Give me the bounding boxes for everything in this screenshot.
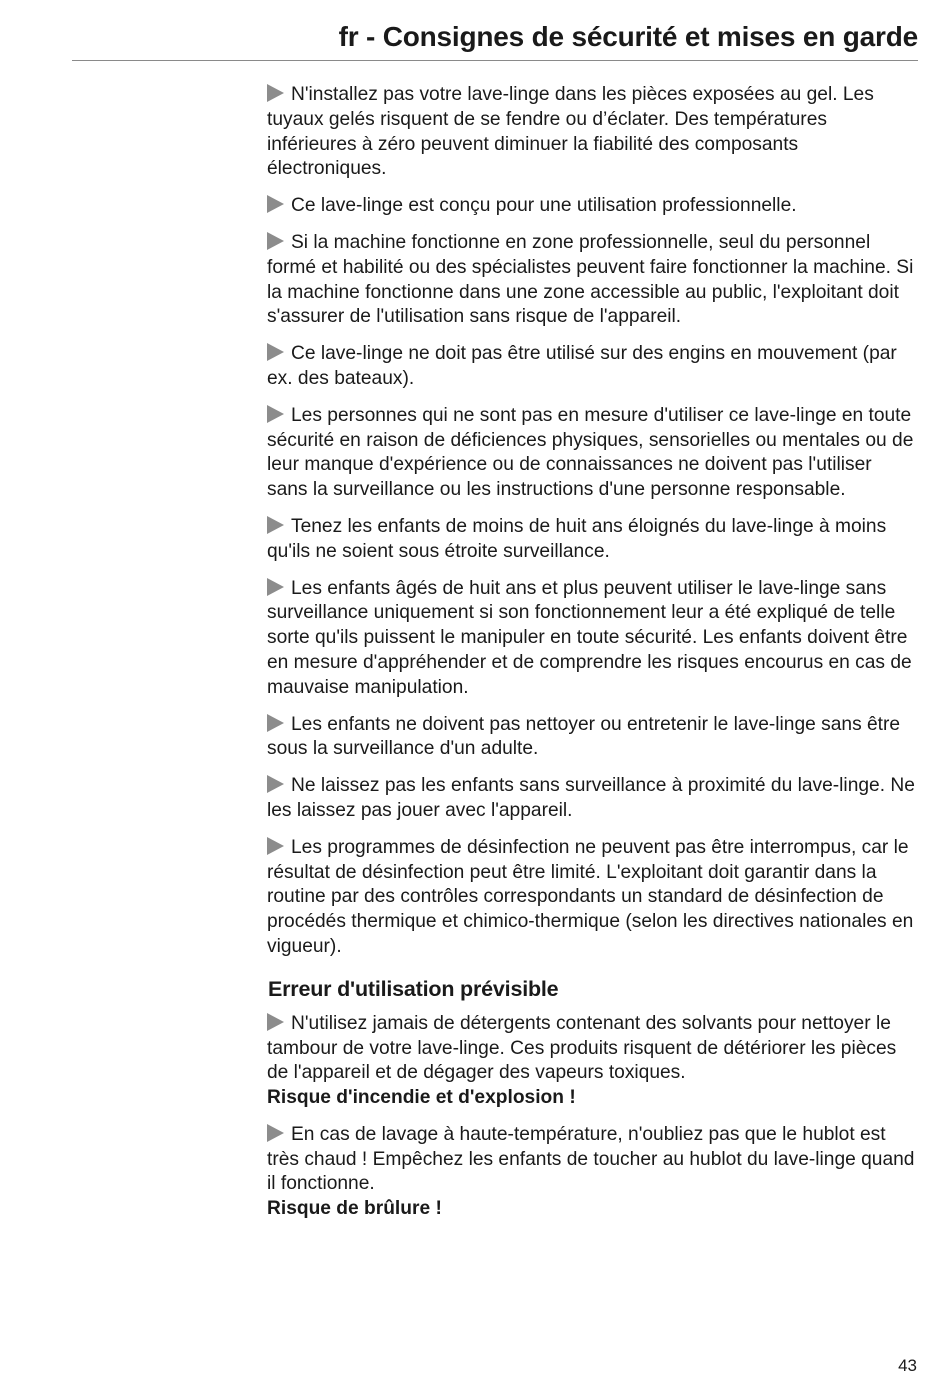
paragraph-text: Ne laissez pas les enfants sans surveillance à proximité du lave-linge. Ne les laissez pas jouer avec l'appareil.: [267, 775, 915, 821]
paragraph-text: N'installez pas votre lave-linge dans les pièces exposées au gel. Les tuyaux gelés risquent de se fendre ou d’éclater. Des températures inférieures à zéro peuvent diminuer la fiabilité des composants électroniques.: [267, 84, 874, 180]
list-item: [267, 1123, 917, 1222]
list-item: [267, 577, 917, 701]
list-item: [267, 515, 917, 565]
main-content: [267, 83, 917, 1234]
warning-text: Risque de brûlure !: [267, 1198, 442, 1220]
paragraph-text: Les personnes qui ne sont pas en mesure d'utiliser ce lave-linge en toute sécurité en raison de déficiences physiques, sensorielles ou mentales ou de leur manque d'expérience ou de connaissances ne doivent pas l'utiliser sans la surveillance ou les instructions d'une personne responsable.: [267, 404, 914, 501]
list-item: [267, 231, 917, 330]
triangle-right-icon: [267, 775, 284, 793]
triangle-right-icon: [267, 1013, 284, 1031]
warning-text: Risque d'incendie et d'explosion !: [267, 1087, 576, 1109]
triangle-right-icon: [267, 516, 284, 534]
triangle-right-icon: [267, 232, 284, 250]
paragraph-text: En cas de lavage à haute-température, n'oubliez pas que le hublot est très chaud ! Empêchez les enfants de toucher au hublot du lave-linge quand il fonctionne.: [267, 1123, 915, 1195]
list-item: [267, 404, 917, 503]
page-number: 43: [898, 1356, 917, 1375]
list-item: [267, 1012, 917, 1111]
paragraph-text: Les enfants âgés de huit ans et plus peuvent utiliser le lave-linge sans surveillance uniquement si son fonctionnement leur a été expliqué de telle sorte qu'ils puissent le manipuler en toute sécurité. Les enfants doivent être en mesure d'appréhender et de comprendre les risques encourus en cas de mauvaise manipulation.: [267, 577, 912, 698]
paragraph-text: Les programmes de désinfection ne peuvent pas être interrompus, car le résultat de désinfection peut être limité. L'exploitant doit garantir dans la routine par des contrôles correspondants un standard de désinfection de procédés thermique et chimico-thermique (selon les directives nationales en vigueur).: [267, 836, 914, 957]
page-title: fr - Consignes de sécurité et mises en garde: [338, 21, 918, 52]
triangle-right-icon: [267, 714, 284, 732]
triangle-right-icon: [267, 1124, 284, 1142]
list-item: [267, 713, 917, 763]
triangle-right-icon: [267, 405, 284, 423]
paragraph-text: Si la machine fonctionne en zone professionnelle, seul du personnel formé et habilité ou des spécialistes peuvent faire fonctionner la machine. Si la machine fonctionne dans une zone accessible au public, l'exploitant doit s'assurer de l'utilisation sans risque de l'appareil.: [267, 231, 914, 328]
paragraph-text: Les enfants ne doivent pas nettoyer ou entretenir le lave-linge sans être sous la surveillance d'un adulte.: [267, 713, 901, 760]
section-heading: Erreur d'utilisation prévisible: [268, 976, 559, 1001]
page-header: [72, 18, 918, 61]
triangle-right-icon: [267, 837, 284, 855]
paragraph-text: Tenez les enfants de moins de huit ans éloignés du lave-linge à moins qu'ils ne soient sous étroite surveillance.: [267, 515, 887, 562]
triangle-right-icon: [267, 343, 284, 361]
list-item: [267, 342, 917, 392]
list-item: [267, 194, 917, 219]
triangle-right-icon: [267, 84, 284, 102]
paragraph-text: N'utilisez jamais de détergents contenant des solvants pour nettoyer le tambour de votre lave-linge. Ces produits risquent de détériorer les pièces de l'appareil et de dégager des vapeurs toxiques.: [267, 1012, 897, 1084]
triangle-right-icon: [267, 578, 284, 596]
paragraph-text: Ce lave-linge est conçu pour une utilisation professionnelle.: [291, 195, 797, 217]
list-item: [267, 774, 917, 824]
triangle-right-icon: [267, 195, 284, 213]
list-item: [267, 83, 917, 182]
list-item: [267, 836, 917, 960]
paragraph-text: Ce lave-linge ne doit pas être utilisé sur des engins en mouvement (par ex. des bateaux).: [267, 343, 897, 389]
